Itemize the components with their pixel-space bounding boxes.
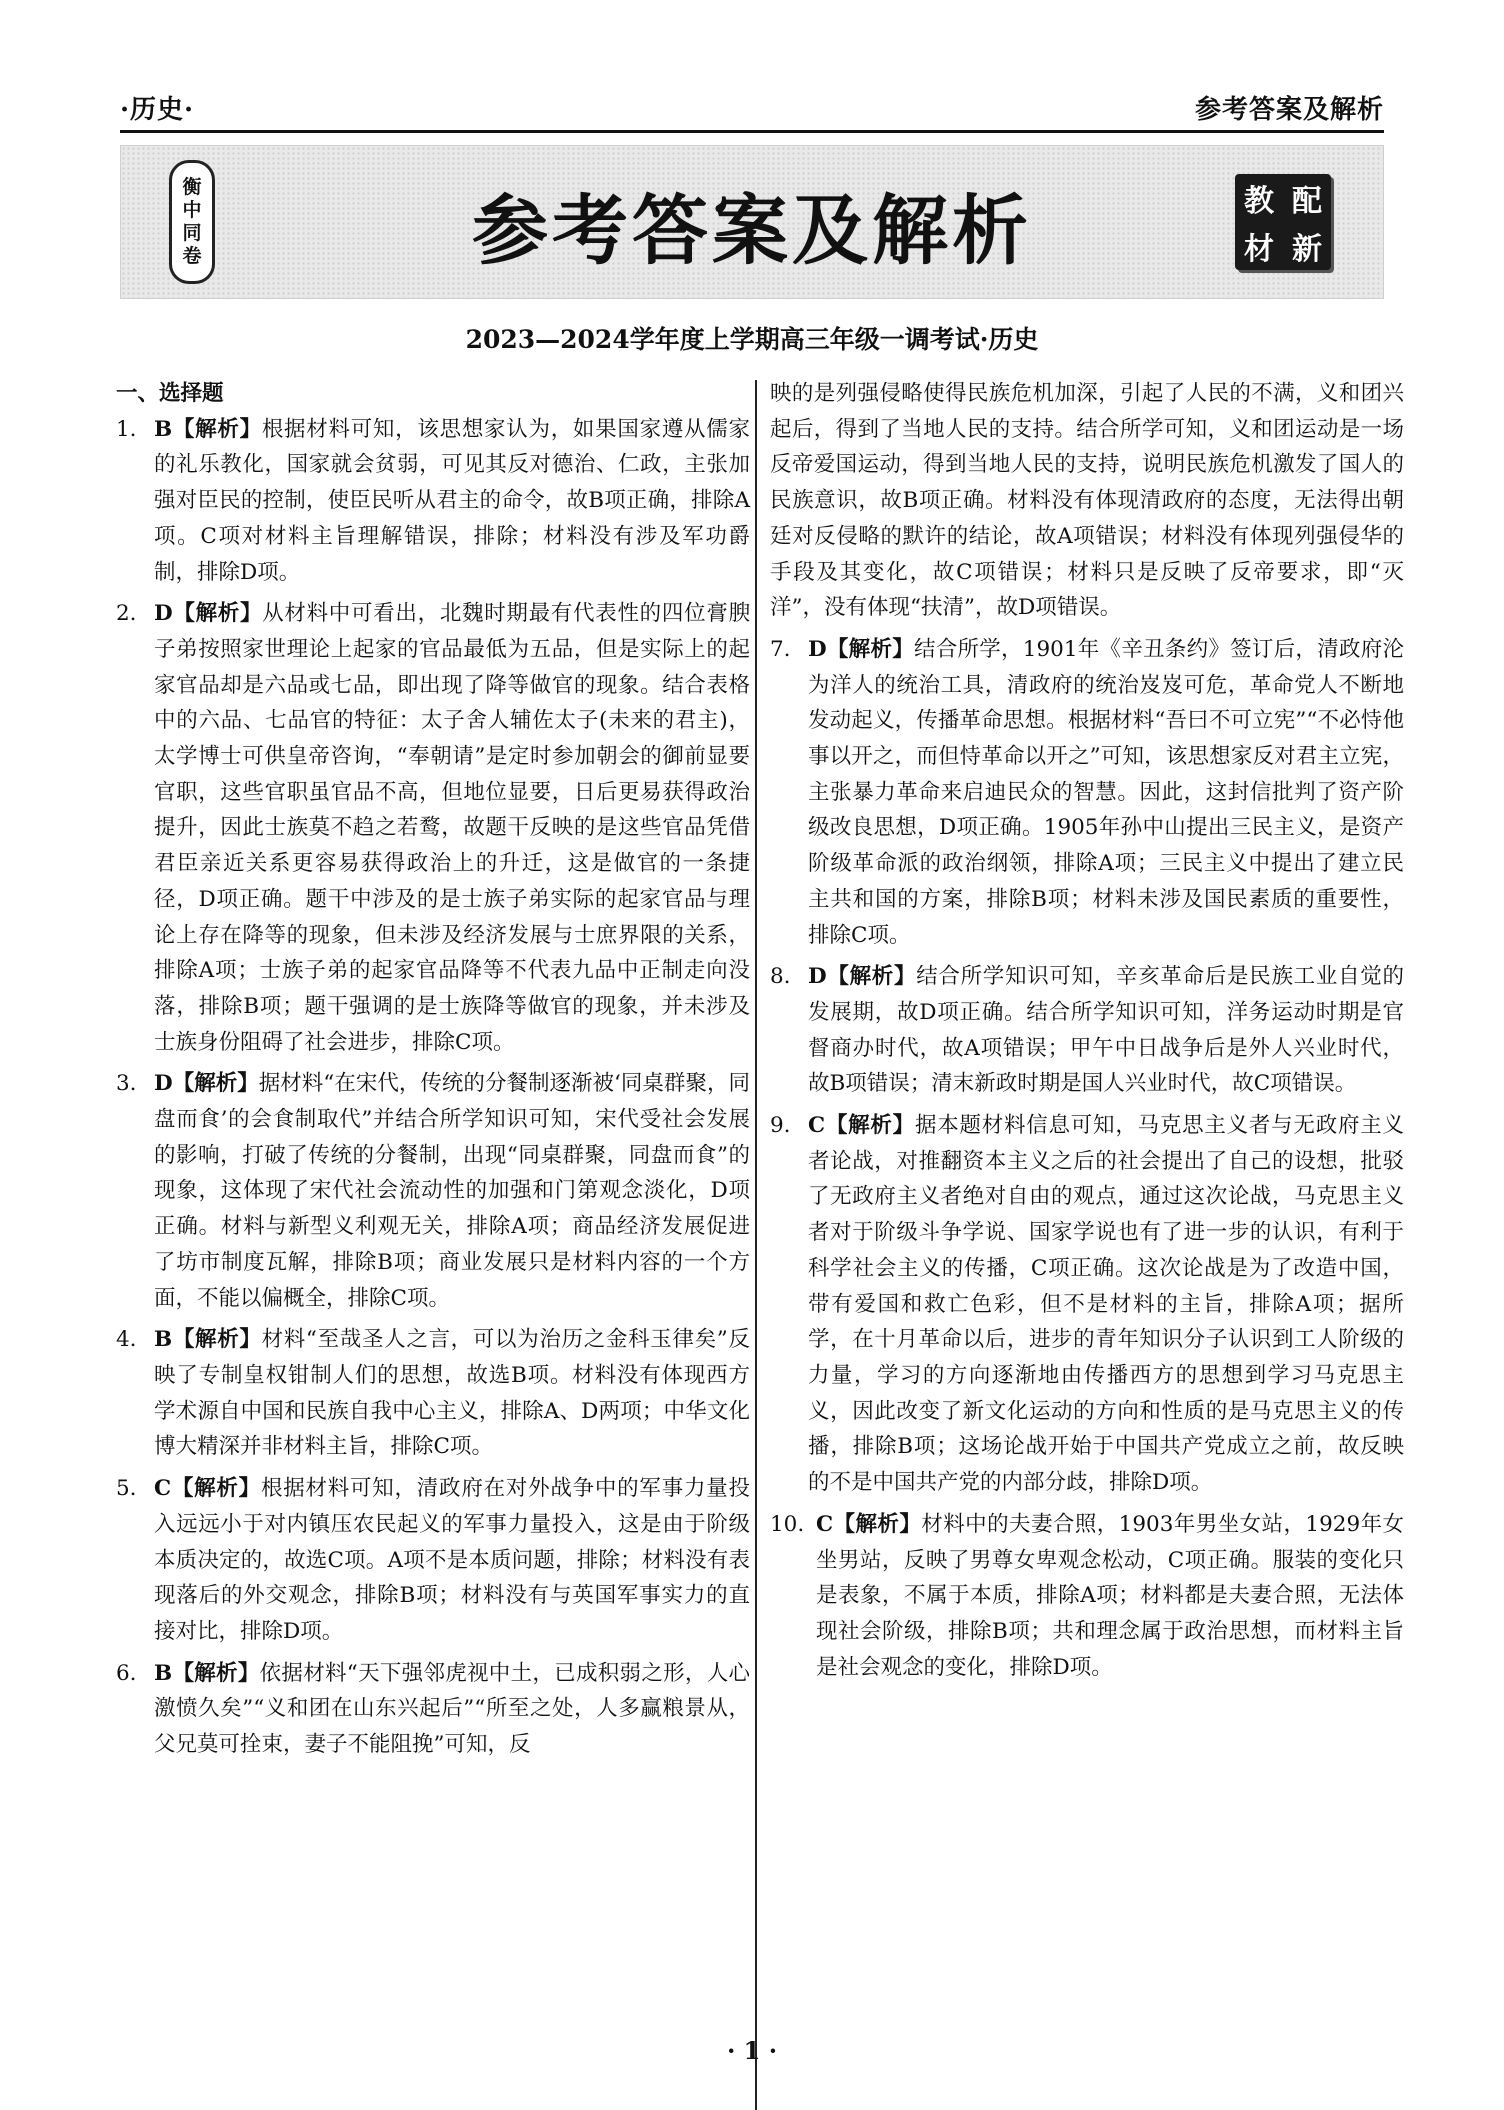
answer-letter: C [816,1511,834,1537]
stamp-char: 教 [1244,184,1274,219]
analysis-tag: 【解析】 [172,1071,259,1097]
stamp-char: 配 [1292,184,1322,219]
answer-letter: D [154,601,173,627]
analysis-text: 结合所学知识可知，辛亥革命后是民族工业自觉的发展期，故D项正确。结合所学知识可知，洋务运动时期是官督商办时代，故A项错误；甲午中日战争后是外人兴业时代，故B项错误；清末新政时期是国人兴业时代，故C项错误。 [808,964,1404,1097]
header-title: 参考答案及解析 [1194,95,1384,125]
answer-letter: C [808,1113,826,1139]
analysis-text: 根据材料可知，该思想家认为，如果国家遵从儒家的礼乐教化，国家就会贫弱，可见其反对德治、仁政，主张加强对臣民的控制，使臣民听从君主的命令，故B项正确，排除A项。C项对材料主旨理解错误，排除；材料没有涉及军功爵制，排除D项。 [154,416,750,585]
analysis-tag: 【解析】 [172,1327,262,1353]
analysis-text: 依据材料“天下强邻虎视中土，已成积弱之形，人心激愤久矣”“义和团在山东兴起后”“所至之处，人多赢粮景从，父兄莫可拴束，妻子不能阻挽”可知，反 [154,1660,750,1758]
right-column [770,376,1404,1691]
page-header [120,86,1384,133]
item-number: 7. [770,636,791,662]
answer-item-1 [116,412,750,591]
analysis-tag: 【解析】 [826,964,917,990]
answer-letter: B [154,1660,173,1686]
answer-letter: C [154,1476,172,1502]
item-number: 8. [770,964,791,990]
answer-letter: B [154,1327,173,1353]
answer-letter: D [154,1071,173,1097]
seal-char: 衡 [182,176,202,198]
item-number: 10. [770,1511,805,1537]
analysis-tag: 【解析】 [833,1511,922,1537]
answer-letter: B [154,416,173,442]
column-divider [755,380,757,2110]
answer-item-6-continued: 映的是列强侵略使得民族危机加深，引起了人民的不满，义和团兴起后，得到了当地人民的支持。结合所学可知，义和团运动是一场反帝爱国运动，得到当地人民的支持，说明民族危机激发了国人的民族意识，故B项正确。材料没有体现清政府的态度，无法得出朝廷对反侵略的默许的结论，故A项错误；材料没有体现列强侵华的手段及其变化，故C项错误；材料只是反映了反帝要求，即“灭洋”，没有体现“扶清”，故D项错误。 [770,381,1404,621]
item-number: 1. [116,416,137,442]
analysis-tag: 【解析】 [172,1660,260,1686]
analysis-text: 材料中的夫妻合照，1903年男坐女站，1929年女坐男站，反映了男尊女卑观念松动，C项正确。服装的变化只是表象，不属于本质，排除A项；材料都是夫妻合照，无法体现社会阶级，排除B项；共和理念属于政治思想，而材料主旨是社会观念的变化，排除D项。 [816,1511,1404,1680]
stamp-char: 材 [1244,232,1274,267]
item-number: 5. [116,1476,137,1502]
analysis-tag: 【解析】 [826,636,914,662]
answer-item-10 [770,1507,1404,1686]
item-number: 6. [116,1660,137,1686]
analysis-text: 据本题材料信息可知，马克思主义者与无政府主义者论战，对推翻资本主义之后的社会提出了自己的设想，批驳了无政府主义者绝对自由的观点，通过这次论战，马克思主义者对于阶级斗争学说、国家学说也有了进一步的认识，有利于科学社会主义的传播，C项正确。这次论战是为了改造中国，带有爱国和救亡色彩，但不是材料的主旨，排除A项；据所学，在十月革命以后，进步的青年知识分子认识到工人阶级的力量，学习的方向逐渐地由传播西方的思想到学习马克思主义，因此改变了新文化运动的方向和性质的是马克思主义的传播，排除B项；这场论战开始于中国共产党成立之前，故反映的不是中国共产党的内部分歧，排除D项。 [808,1113,1404,1496]
analysis-text: 根据材料可知，清政府在对外战争中的军事力量投入远远小于对内镇压农民起义的军事力量投入，这是由于阶级本质决定的，故选C项。A项不是本质问题，排除；材料没有表现落后的外交观念，排除B项；材料没有与英国军事实力的直接对比，排除D项。 [154,1476,750,1644]
page-number: · 1 · [726,2036,778,2065]
answer-letter: D [808,964,827,990]
answer-item-8 [770,959,1404,1102]
answer-item-4 [116,1322,750,1465]
item-number: 3. [116,1071,137,1097]
analysis-tag: 【解析】 [825,1113,915,1139]
left-column [116,376,750,1769]
answer-item-9 [770,1108,1404,1501]
subject-label: ·历史· [120,95,195,125]
seal-char: 同 [182,222,202,244]
analysis-tag: 【解析】 [172,416,262,442]
analysis-text: 材料“至哉圣人之言，可以为治历之金科玉律矣”反映了专制皇权钳制人们的思想，故选B项。材料没有体现西方学术源自中国和民族自我中心主义，排除A、D两项；中华文化博大精深并非材料主旨，排除C项。 [154,1327,750,1460]
title-banner [120,145,1384,299]
exam-title: 2023—2024学年度上学期高三年级一调考试·历史 [465,325,1039,354]
item-number: 2. [116,601,137,627]
answer-letter: D [808,636,827,662]
answer-item-5 [116,1471,750,1650]
answer-item-7 [770,632,1404,953]
answer-item-6 [116,1656,750,1763]
stamp-char: 新 [1292,232,1322,267]
seal-char: 中 [182,199,202,221]
analysis-text: 结合所学，1901年《辛丑条约》签订后，清政府沦为洋人的统治工具，清政府的统治岌岌可危，革命党人不断地发动起义，传播革命思想。根据材料“吾曰不可立宪”“不必恃他事以开之，而但恃革命以开之”可知，该思想家反对君主立宪，主张暴力革命来启迪民众的智慧。因此，这封信批判了资产阶级改良思想，D项正确。1905年孙中山提出三民主义，是资产阶级革命派的政治纲领，排除A项；三民主义中提出了建立民主共和国的方案，排除B项；材料未涉及国民素质的重要性，排除C项。 [808,636,1404,948]
answer-item-3 [116,1066,750,1316]
answer-item-2 [116,596,750,1060]
item-number: 4. [116,1327,137,1353]
analysis-tag: 【解析】 [172,601,263,627]
section-heading: 一、选择题 [116,381,224,406]
analysis-text: 从材料中可看出，北魏时期最有代表性的四位膏腴子弟按照家世理论上起家的官品最低为五品，但是实际上的起家官品却是六品或七品，即出现了降等做官的现象。结合表格中的六品、七品官的特征：太子舍人辅佐太子(未来的君主)，太学博士可供皇帝咨询，“奉朝请”是定时参加朝会的御前显要官职，这些官职虽官品不高，但地位显要，日后更易获得政治提升，因此士族莫不趋之若鹜，故题干反映的是这些官品凭借君臣亲近关系更容易获得政治上的升迁，这是做官的一条捷径，D项正确。题干中涉及的是士族子弟实际的起家官品与理论上存在降等的现象，但未涉及经济发展与士庶界限的关系，排除A项；士族子弟的起家官品降等不代表九品中正制走向没落，排除B项；题干强调的是士族降等做官的现象，并未涉及士族身份阻碍了社会进步，排除C项。 [154,601,750,1055]
stamp-logo [1235,174,1331,270]
seal-char: 卷 [182,245,202,267]
analysis-tag: 【解析】 [171,1476,261,1502]
item-number: 9. [770,1113,791,1139]
analysis-text: 据材料“在宋代，传统的分餐制逐渐被‘同桌群聚，同盘而食’的会食制取代”并结合所学知识可知，宋代受社会发展的影响，打破了传统的分餐制，出现“同桌群聚，同盘而食”的现象，这体现了宋代社会流动性的加强和门第观念淡化，D项正确。材料与新型义利观无关，排除A项；商品经济发展促进了坊市制度瓦解，排除B项；商业发展只是材料内容的一个方面，不能以偏概全，排除C项。 [154,1071,750,1311]
banner-title: 参考答案及解析 [472,186,1032,275]
